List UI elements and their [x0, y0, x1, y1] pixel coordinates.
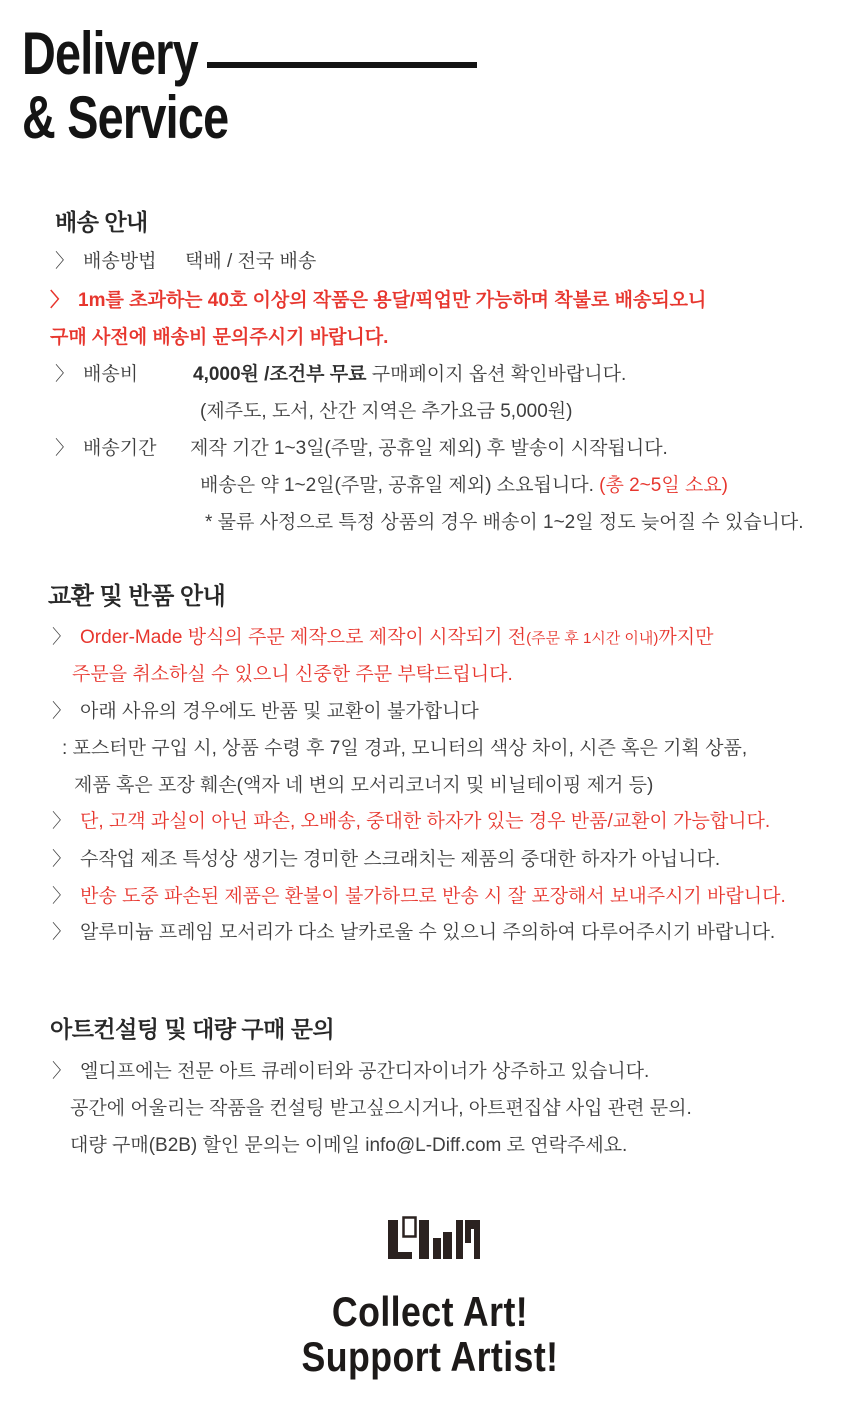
slogan-line2: Support Artist! — [301, 1333, 559, 1380]
order-made-text-pre: Order-Made 방식의 주문 제작으로 제작이 시작되기 전 — [80, 627, 527, 648]
bullet-arrow-icon: 〉 — [52, 886, 72, 907]
shipping-heading: 배송 안내 — [55, 209, 148, 235]
bullet-arrow-icon: 〉 — [52, 922, 72, 943]
consulting-line3-pre: 대량 구매(B2B) 할인 문의는 이메일 — [70, 1135, 366, 1156]
scratch-notice-text: 수작업 제조 특성상 생기는 경미한 스크래치는 제품의 중대한 하자가 아닙니다. — [80, 849, 721, 870]
shipping-period-label — [55, 435, 156, 463]
return-allowed-line — [52, 808, 770, 836]
no-return-intro-text: 아래 사유의 경우에도 반품 및 교환이 불가합니다 — [80, 701, 479, 722]
consulting-line1-text: 엘디프에는 전문 아트 큐레이터와 공간디자이너가 상주하고 있습니다. — [80, 1061, 650, 1082]
order-made-text-small: (주문 후 1시간 이내) — [526, 630, 659, 647]
consulting-line3-post: 로 연락주세요. — [501, 1135, 628, 1156]
shipping-fee-label-text: 배송비 — [83, 364, 139, 385]
oversize-notice-text1: 1m를 초과하는 40호 이상의 작품은 용달/픽업만 가능하며 착불로 배송되오니 — [78, 290, 707, 311]
order-made-text-post: 까지만 — [658, 627, 714, 648]
shipping-fee-note: (제주도, 도서, 산간 지역은 추가요금 5,000원) — [200, 401, 573, 422]
shipping-period-line2-text: 배송은 약 1~2일(주말, 공휴일 제외) 소요됩니다. — [200, 475, 600, 496]
frame-caution-line — [52, 919, 775, 947]
bullet-arrow-icon: 〉 — [50, 290, 70, 311]
consulting-line1 — [52, 1058, 649, 1086]
consulting-heading: 아트컨설팅 및 대량 구매 문의 — [50, 1016, 335, 1042]
bullet-arrow-icon: 〉 — [52, 627, 72, 648]
contact-email: info@L-Diff.com — [365, 1135, 502, 1156]
shipping-method-value: 택배 / 전국 배송 — [185, 251, 317, 272]
scratch-notice-line — [52, 846, 720, 874]
shipping-period-line1: 제작 기간 1~3일(주말, 공휴일 제외) 후 발송이 시작됩니다. — [190, 438, 668, 459]
no-return-reasons-line1: : 포스터만 구입 시, 상품 수령 후 7일 경과, 모니터의 색상 차이, 시즌 혹은 기획 상품, — [62, 738, 748, 759]
page-title — [22, 22, 228, 150]
page-title-line1: Delivery — [22, 20, 198, 87]
shipping-period-line2 — [200, 472, 728, 500]
bullet-arrow-icon: 〉 — [52, 811, 72, 832]
shipping-fee-label — [55, 361, 138, 389]
shipping-period-line2-red: (총 2~5일 소요) — [599, 475, 728, 496]
oversize-notice-line1 — [50, 287, 706, 315]
bullet-arrow-icon: 〉 — [55, 364, 75, 385]
return-damage-line — [52, 883, 786, 911]
bullet-arrow-icon: 〉 — [55, 438, 75, 459]
oversize-notice-line2: 구매 사전에 배송비 문의주시기 바랍니다. — [50, 327, 389, 348]
return-damage-text: 반송 도중 파손된 제품은 환불이 불가하므로 반송 시 잘 포장해서 보내주시기 바랍니다. — [80, 886, 786, 907]
shipping-period-line3: * 물류 사정으로 특정 상품의 경우 배송이 1~2일 정도 늦어질 수 있습니다. — [205, 512, 804, 533]
shipping-method-label — [55, 248, 156, 276]
order-made-line1 — [52, 624, 713, 653]
bullet-arrow-icon: 〉 — [52, 1061, 72, 1082]
order-made-line2: 주문을 취소하실 수 있으니 신중한 주문 부탁드립니다. — [72, 664, 513, 685]
shipping-method-label-text: 배송방법 — [83, 251, 157, 272]
bullet-arrow-icon: 〉 — [55, 251, 75, 272]
return-allowed-text: 단, 고객 과실이 아닌 파손, 오배송, 중대한 하자가 있는 경우 반품/교환이 가능합니다. — [80, 811, 771, 832]
consulting-line3 — [70, 1132, 627, 1160]
frame-caution-text: 알루미늄 프레임 모서리가 다소 날카로울 수 있으니 주의하여 다루어주시기 바랍니다. — [80, 922, 776, 943]
exchange-heading: 교환 및 반품 안내 — [48, 583, 226, 610]
ldiff-logo-icon — [386, 1216, 480, 1260]
shipping-period-label-text: 배송기간 — [83, 438, 157, 459]
title-rule-line — [207, 62, 477, 68]
no-return-intro-line — [52, 698, 479, 726]
shipping-fee-value — [193, 361, 626, 389]
bullet-arrow-icon: 〉 — [52, 701, 72, 722]
consulting-line2: 공간에 어울리는 작품을 컨설팅 받고싶으시거나, 아트편집샵 사입 관련 문의. — [70, 1098, 692, 1119]
bullet-arrow-icon: 〉 — [52, 849, 72, 870]
ldiff-logo — [386, 1216, 480, 1265]
shipping-fee-value-rest: 구매페이지 옵션 확인바랍니다. — [366, 364, 627, 385]
shipping-fee-value-bold: 4,000원 /조건부 무료 — [193, 364, 367, 385]
no-return-reasons-line2: 제품 혹은 포장 훼손(액자 네 변의 모서리코너지 및 비닐테이핑 제거 등) — [74, 775, 654, 796]
slogan-line1: Collect Art! — [331, 1288, 529, 1335]
page-title-line2: & Service — [22, 84, 229, 151]
